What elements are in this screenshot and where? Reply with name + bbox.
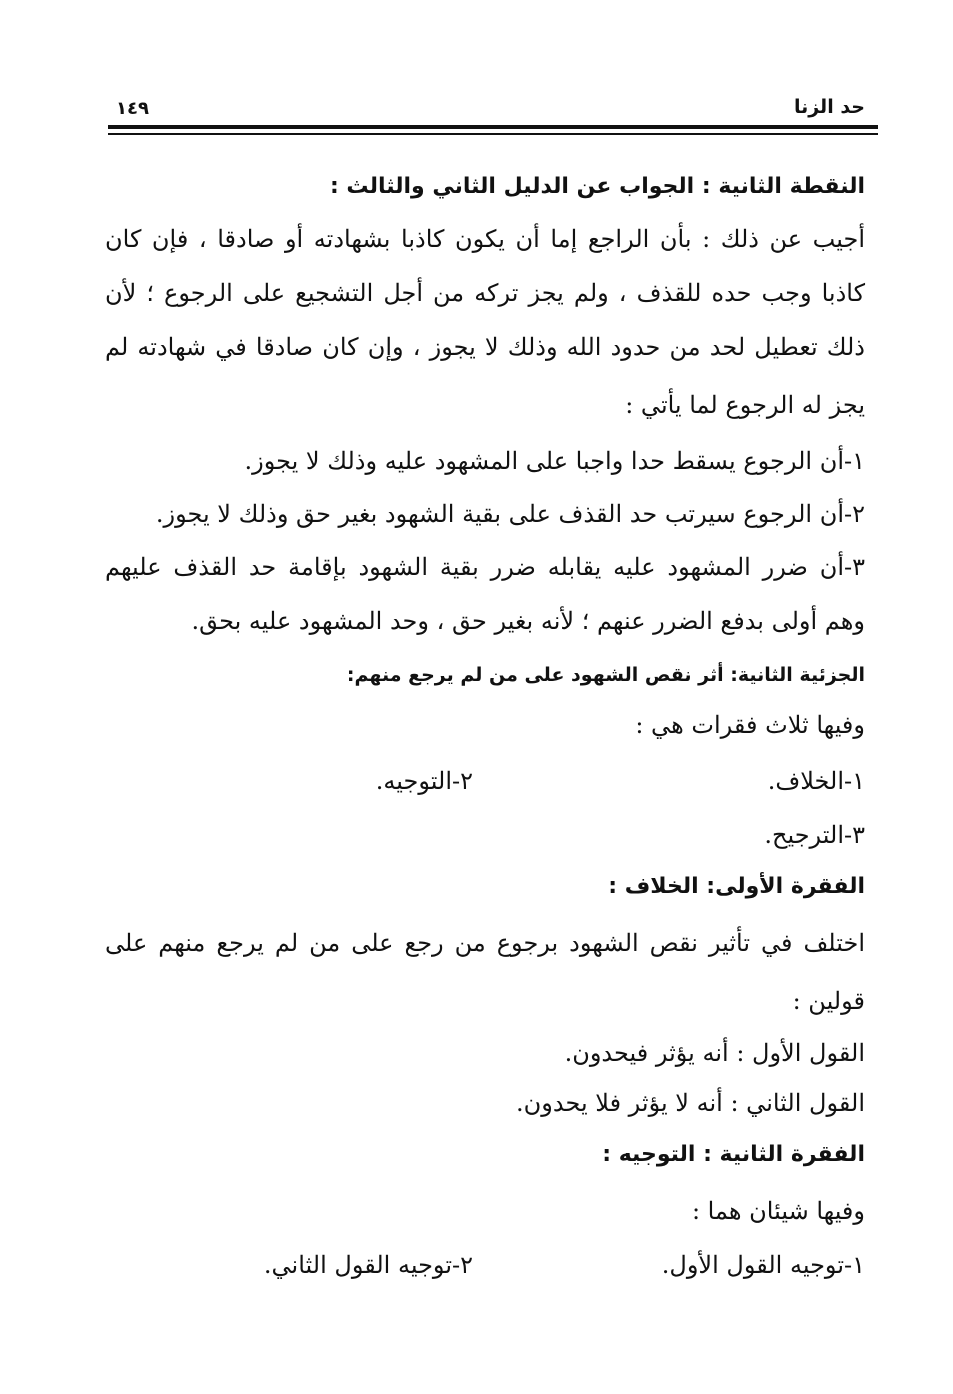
heading-second-part: الجزئية الثانية: أثر نقص الشهود على من لم يرجع منهم: <box>346 664 865 686</box>
list-item: ٢-أن الرجوع سيرتب حد القذف على بقية الشهود بغير حق وذلك لا يجوز. <box>155 500 865 528</box>
list-item: ١-أن الرجوع يسقط حدا واجبا على المشهود عليه وذلك لا يجوز. <box>244 447 865 475</box>
page-number: ١٤٩ <box>116 98 149 119</box>
list-item-continuation: وهم أولى بدفع الضرر عنهم ؛ لأنه بغير حق ، وحد المشهود عليه بحق. <box>191 607 865 635</box>
heading-second-point: النقطة الثانية : الجواب عن الدليل الثاني والثالث : <box>329 174 865 199</box>
heading-second-paragraph: الفقرة الثانية : التوجيه : <box>602 1142 865 1167</box>
intro-line: وفيها ثلاث فقرات هي : <box>635 711 865 739</box>
paragraph-line: كاذبا وجب حده للقذف ، ولم يجز تركه من أجل التشجيع على الرجوع ؛ لأن <box>105 279 865 307</box>
paragraphs-item-2: ٢-التوجيه. <box>375 767 473 795</box>
header-rule-thick <box>108 125 878 129</box>
paragraph-line: أجيب عن ذلك : بأن الراجع إما أن يكون كاذبا بشهادته أو صادقا ، فإن كان <box>105 225 865 253</box>
guidance-item-2: ٢-توجيه القول الثاني. <box>263 1251 473 1279</box>
saying-first: القول الأول : أنه يؤثر فيحدون. <box>564 1039 865 1067</box>
saying-second: القول الثاني : أنه لا يؤثر فلا يحدون. <box>516 1089 865 1117</box>
paragraph-line: يجز له الرجوع لما يأتي : <box>625 391 865 419</box>
running-title: حد الزنا <box>793 96 865 118</box>
paragraph-line: اختلف في تأثير نقص الشهود برجوع من رجع على من لم يرجع منهم على <box>105 929 865 957</box>
heading-first-paragraph: الفقرة الأولى: الخلاف : <box>608 874 865 899</box>
paragraphs-item-3: ٣-الترجيح. <box>764 821 865 849</box>
header-rule-thin <box>108 133 878 135</box>
guidance-item-1: ١-توجيه القول الأول. <box>661 1251 865 1279</box>
list-item: ٣-أن ضرر المشهود عليه يقابله ضرر بقية الشهود بإقامة حد القذف عليهم <box>105 553 865 581</box>
paragraphs-item-1: ١-الخلاف. <box>767 767 865 795</box>
intro-line: وفيها شيئان هما : <box>691 1197 865 1225</box>
paragraph-line: قولين : <box>792 987 865 1015</box>
paragraph-line: ذلك تعطيل لحد من حدود الله وذلك لا يجوز ، وإن كان صادقا في شهادته لم <box>105 333 865 361</box>
